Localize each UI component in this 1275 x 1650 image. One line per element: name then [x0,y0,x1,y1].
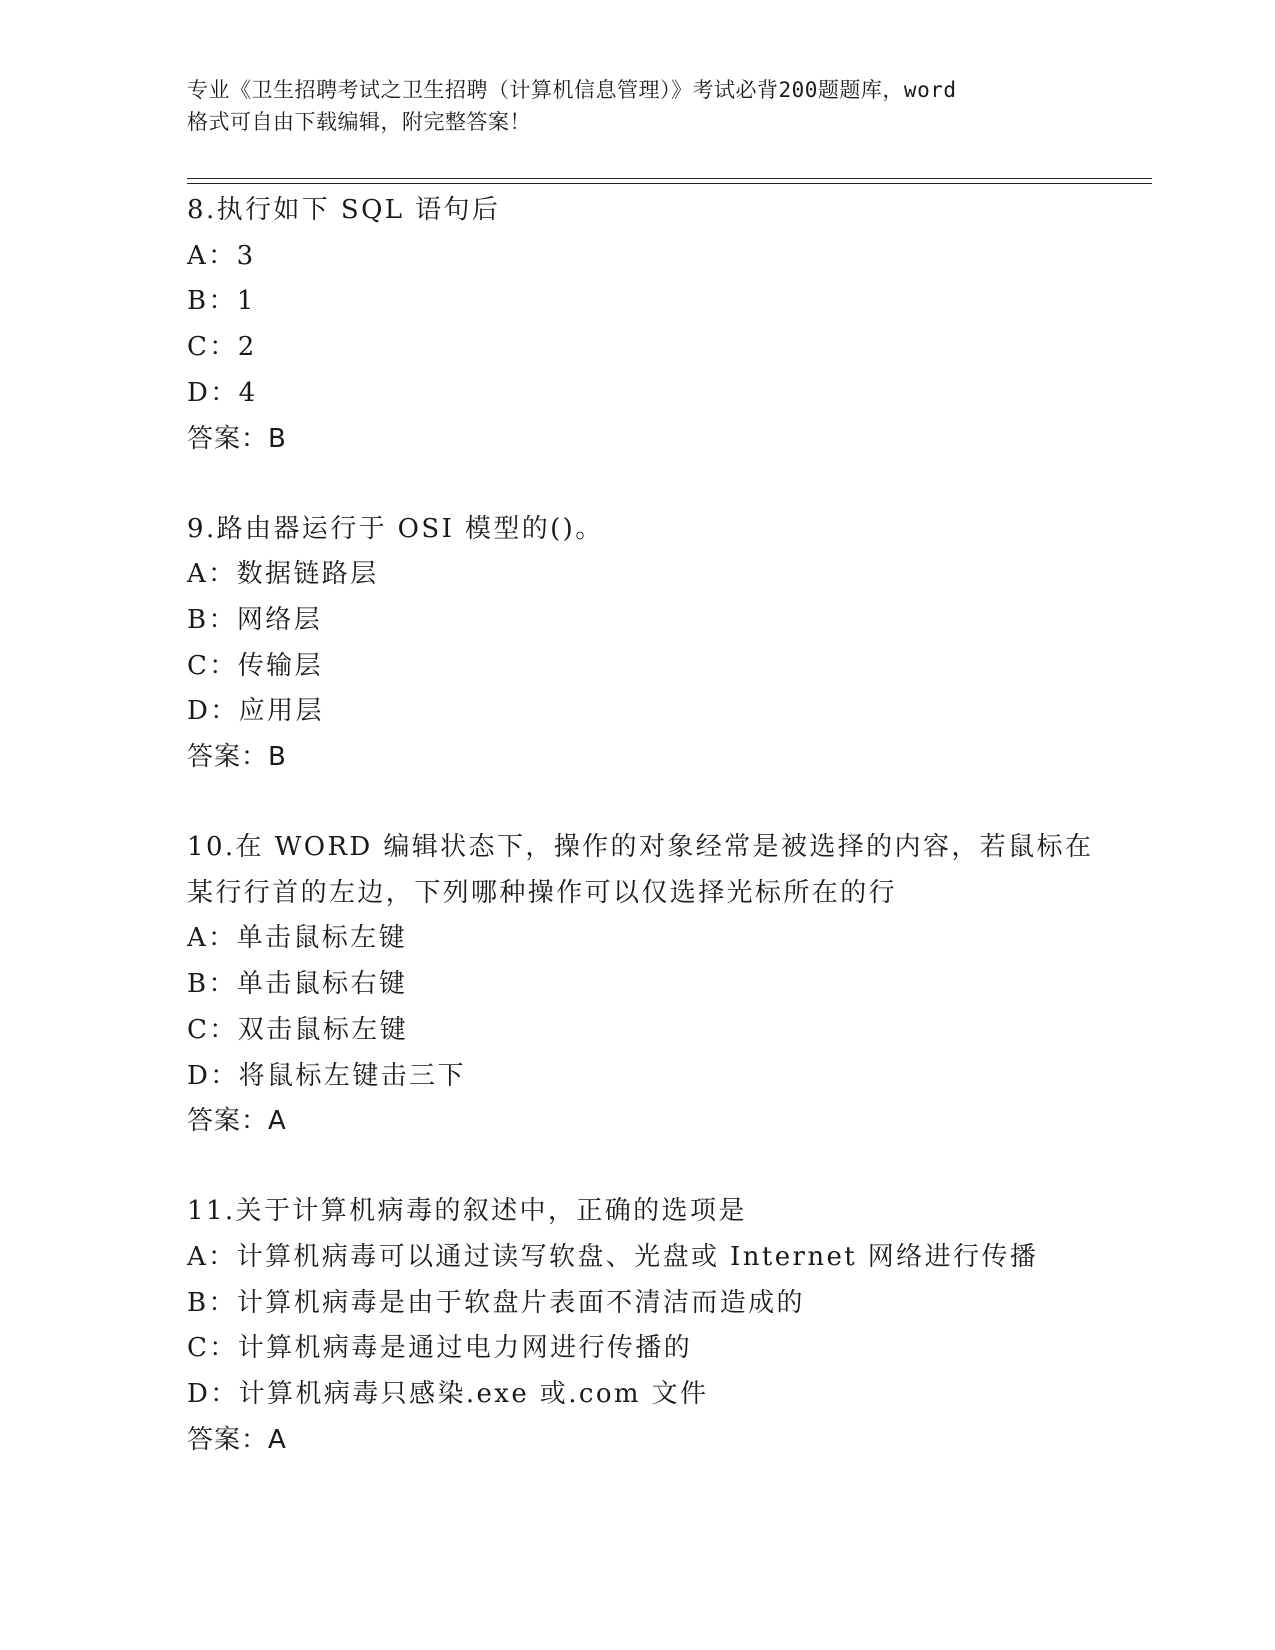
header-divider-top [187,178,1152,179]
question-8 [187,188,1117,462]
question-title-continued: 某行行首的左边，下列哪种操作可以仅选择光标所在的行 [187,877,898,908]
header-line-2: 格式可自由下载编辑，附完整答案！ [187,110,531,134]
option-b: B：1 [187,286,256,317]
answer: 答案：A [187,1424,287,1455]
answer: 答案：B [187,742,287,773]
option-b: B：单击鼠标右键 [187,969,408,1000]
option-d: D：将鼠标左键击三下 [187,1060,466,1091]
option-a: A：3 [187,240,256,271]
option-a: A：数据链路层 [187,559,379,590]
answer: 答案：A [187,1106,287,1137]
option-c: C：双击鼠标左键 [187,1014,409,1045]
question-title: 9.路由器运行于 OSI 模型的()。 [187,513,604,544]
option-c: C：计算机病毒是通过电力网进行传播的 [187,1333,693,1364]
option-a: A：计算机病毒可以通过读写软盘、光盘或 Internet 网络进行传播 [187,1241,1039,1272]
answer: 答案：B [187,423,287,454]
option-a: A：单击鼠标左键 [187,923,407,954]
question-list [187,188,1117,1508]
option-d: D：应用层 [187,696,324,727]
question-title: 11.关于计算机病毒的叙述中，正确的选项是 [187,1196,747,1227]
header-divider-bottom [187,183,1152,184]
question-10 [187,825,1117,1144]
question-11 [187,1189,1117,1463]
option-b: B：计算机病毒是由于软盘片表面不清洁而造成的 [187,1287,805,1318]
document-header [187,74,1107,138]
option-c: C：传输层 [187,650,323,681]
option-d: D：计算机病毒只感染.exe 或.com 文件 [187,1379,709,1410]
question-title: 10.在 WORD 编辑状态下，操作的对象经常是被选择的内容，若鼠标在 [187,832,1094,863]
option-c: C：2 [187,332,257,363]
question-title: 8.执行如下 SQL 语句后 [187,195,501,225]
option-b: B：网络层 [187,604,323,635]
option-d: D：4 [187,377,258,408]
question-9 [187,507,1117,781]
header-line-1: 专业《卫生招聘考试之卫生招聘（计算机信息管理）》考试必背200题题库，word [187,78,957,102]
